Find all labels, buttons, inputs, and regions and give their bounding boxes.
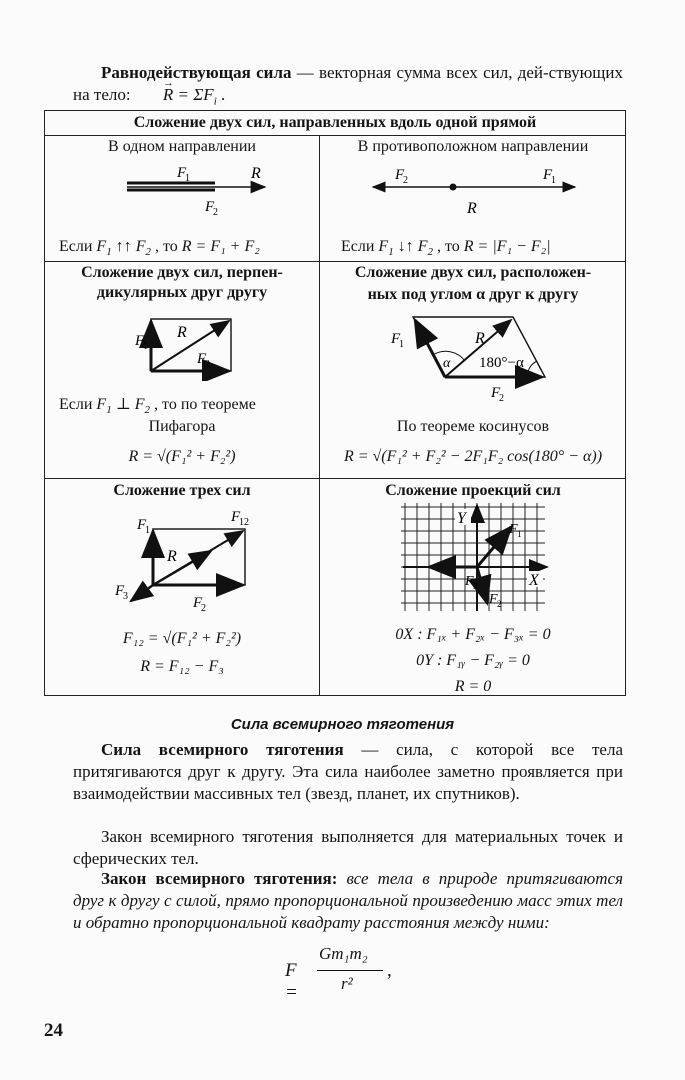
- section-title: Сила всемирного тяготения: [230, 716, 455, 733]
- formula-sum: = ΣF: [173, 85, 214, 104]
- angle-formula: R = √(F₁² + F₂² − 2F₁F₂ cos(180° − α)): [343, 448, 603, 465]
- same-dir-diagram: [105, 163, 285, 223]
- projections-title: Сложение проекций сил: [385, 482, 561, 499]
- opposite-dir-condition: [341, 237, 551, 262]
- cond-vectors: $F_1$ ↓↑ $F_2$: [378, 238, 433, 259]
- label-f1: F: [137, 517, 147, 533]
- perpendicular-diagram: [131, 311, 251, 381]
- label-f2: F: [489, 592, 498, 607]
- three-forces-formula2: R = F₁₂ − F₃: [140, 658, 224, 675]
- label-f1-sub: 1: [143, 341, 148, 352]
- label-f3-sub: 3: [473, 581, 478, 591]
- label-f3: F: [115, 583, 125, 599]
- perpendicular-formula: R = √(F₁² + F₂²): [128, 448, 236, 465]
- same-dir-title: В одном направлении: [108, 138, 256, 155]
- intro-paragraph: [73, 62, 623, 112]
- cond-mid: , то: [432, 238, 464, 255]
- label-f1-sub: 1: [517, 529, 522, 539]
- cond-vectors: $F_1$ ↑↑ $F_2$: [96, 238, 151, 259]
- cond-formula: R = F₁ + F₂: [181, 238, 260, 255]
- label-f2-sub: 2: [205, 359, 210, 370]
- projections-eq3: R = 0: [454, 678, 492, 695]
- opposite-dir-diagram: [361, 163, 591, 223]
- table-divider: [45, 478, 625, 479]
- label-f3: F: [465, 574, 474, 589]
- table-divider-vertical: [319, 135, 320, 695]
- label-f1: F: [135, 333, 145, 349]
- table-header: Сложение двух сил, направленных вдоль одной прямой: [133, 114, 537, 131]
- formula-numerator: Gm₁m₂: [319, 944, 368, 963]
- label-f2-sub: 2: [201, 603, 206, 613]
- label-r: R: [167, 548, 177, 565]
- para3-text: все тела в природе притягиваются друг к другу с силой, прямо пропорциональной произведению масс этих тел и обратно пропорциональной квадрату расстояния между ними:: [73, 869, 623, 932]
- label-f1: F: [509, 522, 518, 537]
- cond-prefix: Если: [341, 238, 379, 255]
- formula-resultant: → R: [135, 84, 173, 106]
- label-r: R: [475, 330, 485, 347]
- paragraph-gravity-law: [73, 868, 623, 934]
- paragraph-gravity-force: [73, 739, 623, 805]
- cond-mid: , то по теореме: [150, 396, 256, 413]
- para3-term: Закон всемирного тяготения:: [101, 869, 338, 888]
- label-f2: F: [197, 351, 207, 367]
- opposite-dir-title: В противоположном направлении: [357, 138, 589, 155]
- formula-tail: .: [216, 85, 226, 104]
- formula-tail: ,: [387, 960, 392, 981]
- forces-table: [44, 110, 626, 696]
- angle-title-line2: ных под углом α друг к другу: [367, 286, 579, 303]
- label-f12-sub: 12: [239, 517, 249, 528]
- cond-prefix: Если: [59, 396, 97, 413]
- label-f1-sub: 1: [145, 525, 150, 536]
- intro-term: Равнодействующая сила: [101, 63, 292, 82]
- supplement-label: 180°−α: [479, 355, 524, 371]
- axis-y-label: Y: [457, 510, 466, 527]
- projections-diagram: [401, 503, 551, 615]
- perpendicular-title-line1: Сложение двух сил, перпен-: [81, 264, 283, 281]
- label-r: R: [177, 324, 187, 341]
- perpendicular-text-line2: Пифагора: [148, 418, 216, 435]
- formula-bar: [317, 970, 383, 971]
- angle-text: По теореме косинусов: [396, 418, 550, 435]
- table-divider: [45, 135, 625, 136]
- label-f1-sub: 1: [551, 175, 556, 186]
- label-f1: F: [391, 331, 401, 347]
- label-f2-sub: 2: [213, 207, 218, 218]
- para1-term: Сила всемирного тяготения: [101, 740, 344, 759]
- label-f3-sub: 3: [123, 591, 128, 602]
- label-f1-sub: 1: [399, 339, 404, 350]
- label-f12: F: [231, 509, 241, 525]
- label-r: R: [467, 200, 477, 217]
- cond-formula: R = |F₁ − F₂|: [463, 238, 551, 255]
- para1-text: — сила, с которой все тела притягиваются друг к другу. Эта сила наиболее заметно проявляется при взаимодействии массивных тел (звезд, планет, их спутников).: [73, 740, 624, 803]
- projections-eq2: 0Y : F₁ᵧ − F₂ᵧ = 0: [416, 652, 530, 669]
- intro-text: — векторная сумма всех сил, дей-ствующих на тело:: [73, 63, 623, 104]
- label-f2: F: [193, 595, 203, 611]
- label-f2-sub: 2: [499, 393, 504, 404]
- axis-x-label: X: [529, 572, 539, 589]
- angle-label: α: [443, 356, 451, 371]
- label-f1: F: [543, 167, 553, 183]
- formula-denominator: r²: [341, 974, 353, 993]
- label-r: R: [251, 165, 261, 182]
- cond-prefix: Если: [59, 238, 97, 255]
- label-f2: F: [491, 385, 501, 401]
- angle-diagram: [385, 309, 555, 404]
- projections-eq1: 0X : F₁ₓ + F₂ₓ − F₃ₓ = 0: [395, 626, 551, 643]
- paragraph-law-scope: Закон всемирного тяготения выполняется для материальных точек и сферических тел.: [73, 827, 623, 868]
- label-f2-sub: 2: [403, 175, 408, 186]
- label-f1: F: [177, 165, 187, 181]
- three-forces-diagram: [111, 503, 271, 613]
- perpendicular-title-line2: дикулярных друг другу: [96, 284, 268, 301]
- three-forces-formula1: F₁₂ = √(F₁² + F₂²): [122, 630, 242, 647]
- formula-lhs: F =: [285, 960, 298, 1003]
- label-f2: F: [395, 167, 405, 183]
- label-f2-sub: 2: [497, 599, 502, 609]
- page-number: 24: [44, 1020, 63, 1041]
- label-f2: F: [205, 199, 215, 215]
- cond-vectors: $F_1$ ⊥ $F_2$: [96, 396, 151, 417]
- angle-title-line1: Сложение двух сил, расположен-: [354, 264, 592, 281]
- three-forces-title: Сложение трех сил: [113, 482, 251, 499]
- label-f1-sub: 1: [185, 173, 190, 184]
- formula-sum-sub: i: [213, 95, 217, 108]
- same-dir-condition: [59, 237, 260, 262]
- cond-mid: , то: [150, 238, 182, 255]
